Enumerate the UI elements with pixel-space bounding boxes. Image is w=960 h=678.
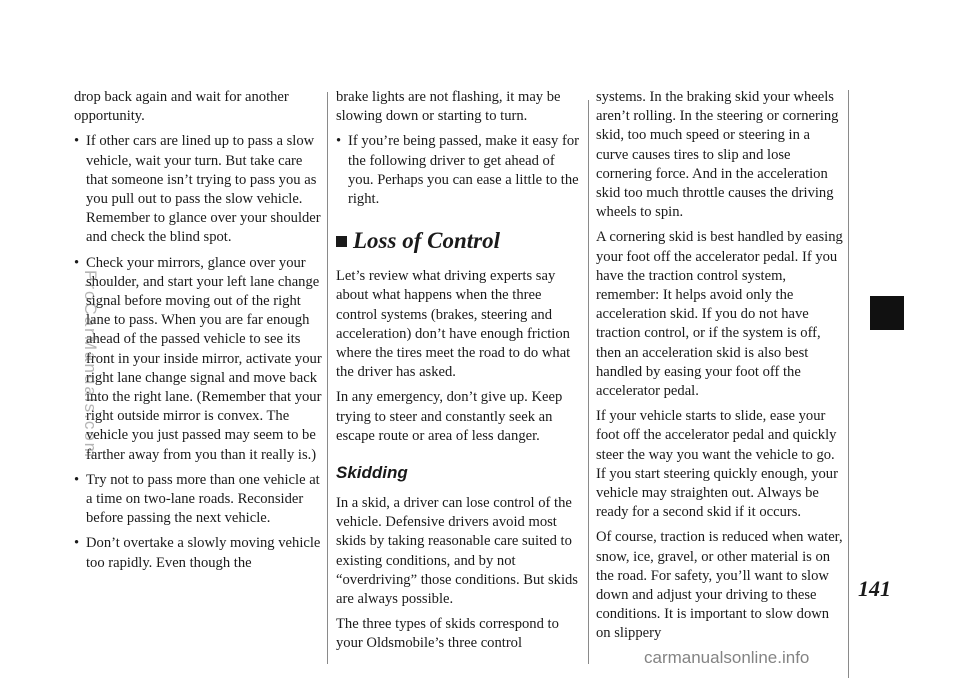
- paragraph: Of course, traction is reduced when water, snow, ice, gravel, or other material is on the road. For safety, you’ll want to slow down and adjust your driving to these conditions. It is important to slow down on slippery: [596, 529, 843, 642]
- watermark-link[interactable]: carmanualsonline.info: [644, 648, 810, 667]
- paragraph: systems. In the braking skid your wheels aren’t rolling. In the steering or cornering skid, too much speed or steering in a curve causes tires to slip and lose cornering force. And in the acceleration skid too much throttle causes the driving wheels to spin.: [596, 89, 839, 221]
- section-heading-text: Loss of Control: [353, 228, 500, 254]
- bullet-item: • Check your mirrors, glance over your shoulder, and start your left lane change signal before moving out of the right lane to pass. When you are far enough ahead of the passed vehicle to see its front in your inside mirror, activate your right lane change signal and move back into the right lane. (Remember that your right outside mirror is convex. The vehicle you just passed may seem to be farther away from you than it really is.): [74, 254, 322, 465]
- column-divider: [327, 92, 328, 664]
- column-middle: [336, 88, 583, 660]
- column-divider: [588, 100, 589, 664]
- intro-paragraph: drop back again and wait for another opportunity.: [74, 89, 289, 125]
- section-heading: [336, 227, 583, 255]
- paragraph: Let’s review what driving experts say about what happens when the three control systems (brakes, steering and acceleration) don’t have enough friction where the tires meet the road to do what the driver has asked.: [336, 268, 571, 381]
- page-number: 141: [858, 576, 891, 601]
- bullet-item: • Try not to pass more than one vehicle at a time on two-lane roads. Reconsider before passing the next vehicle.: [74, 471, 322, 529]
- continued-paragraph: brake lights are not flashing, it may be slowing down or starting to turn.: [336, 89, 561, 125]
- paragraph: In a skid, a driver can lose control of the vehicle. Defensive drivers avoid most skids by taking reasonable care suited to existing conditions, and by not “overdriving” those conditions. But skids are always possible.: [336, 495, 578, 608]
- square-bullet-icon: [336, 236, 347, 247]
- column-left: [74, 88, 322, 579]
- bullet-item: • If other cars are lined up to pass a slow vehicle, wait your turn. But take care that someone isn’t trying to pass you as you pull out to pass the slow vehicle. Remember to glance over your shoulder and check the blind spot.: [74, 132, 322, 247]
- bullet-item: • If you’re being passed, make it easy for the following driver to get ahead of you. Perhaps you can ease a little to the right.: [336, 132, 583, 209]
- paragraph: In any emergency, don’t give up. Keep trying to steer and constantly seek an escape route or area of less danger.: [336, 389, 563, 444]
- sub-heading: Skidding: [336, 463, 408, 483]
- paragraph: A cornering skid is best handled by easing your foot off the accelerator pedal. If you have the traction control system, remember: It helps avoid only the acceleration skid. If you do not have traction control, or if the system is off, then an acceleration skid is also best handled by easing your foot off the accelerator pedal.: [596, 229, 843, 400]
- column-divider: [848, 90, 849, 678]
- watermark-vertical: ProCarManuals.com: [81, 270, 100, 459]
- bullet-item: • Don’t overtake a slowly moving vehicle too rapidly. Even though the: [74, 534, 322, 572]
- paragraph: The three types of skids correspond to your Oldsmobile’s three control: [336, 616, 559, 652]
- section-thumb-tab: [870, 296, 904, 330]
- paragraph: If your vehicle starts to slide, ease your foot off the accelerator pedal and quickly steer the way you want the vehicle to go. If you start steering quickly enough, your vehicle may straighten out. Always be ready for a second skid if it occurs.: [596, 408, 838, 521]
- column-right: [596, 88, 846, 650]
